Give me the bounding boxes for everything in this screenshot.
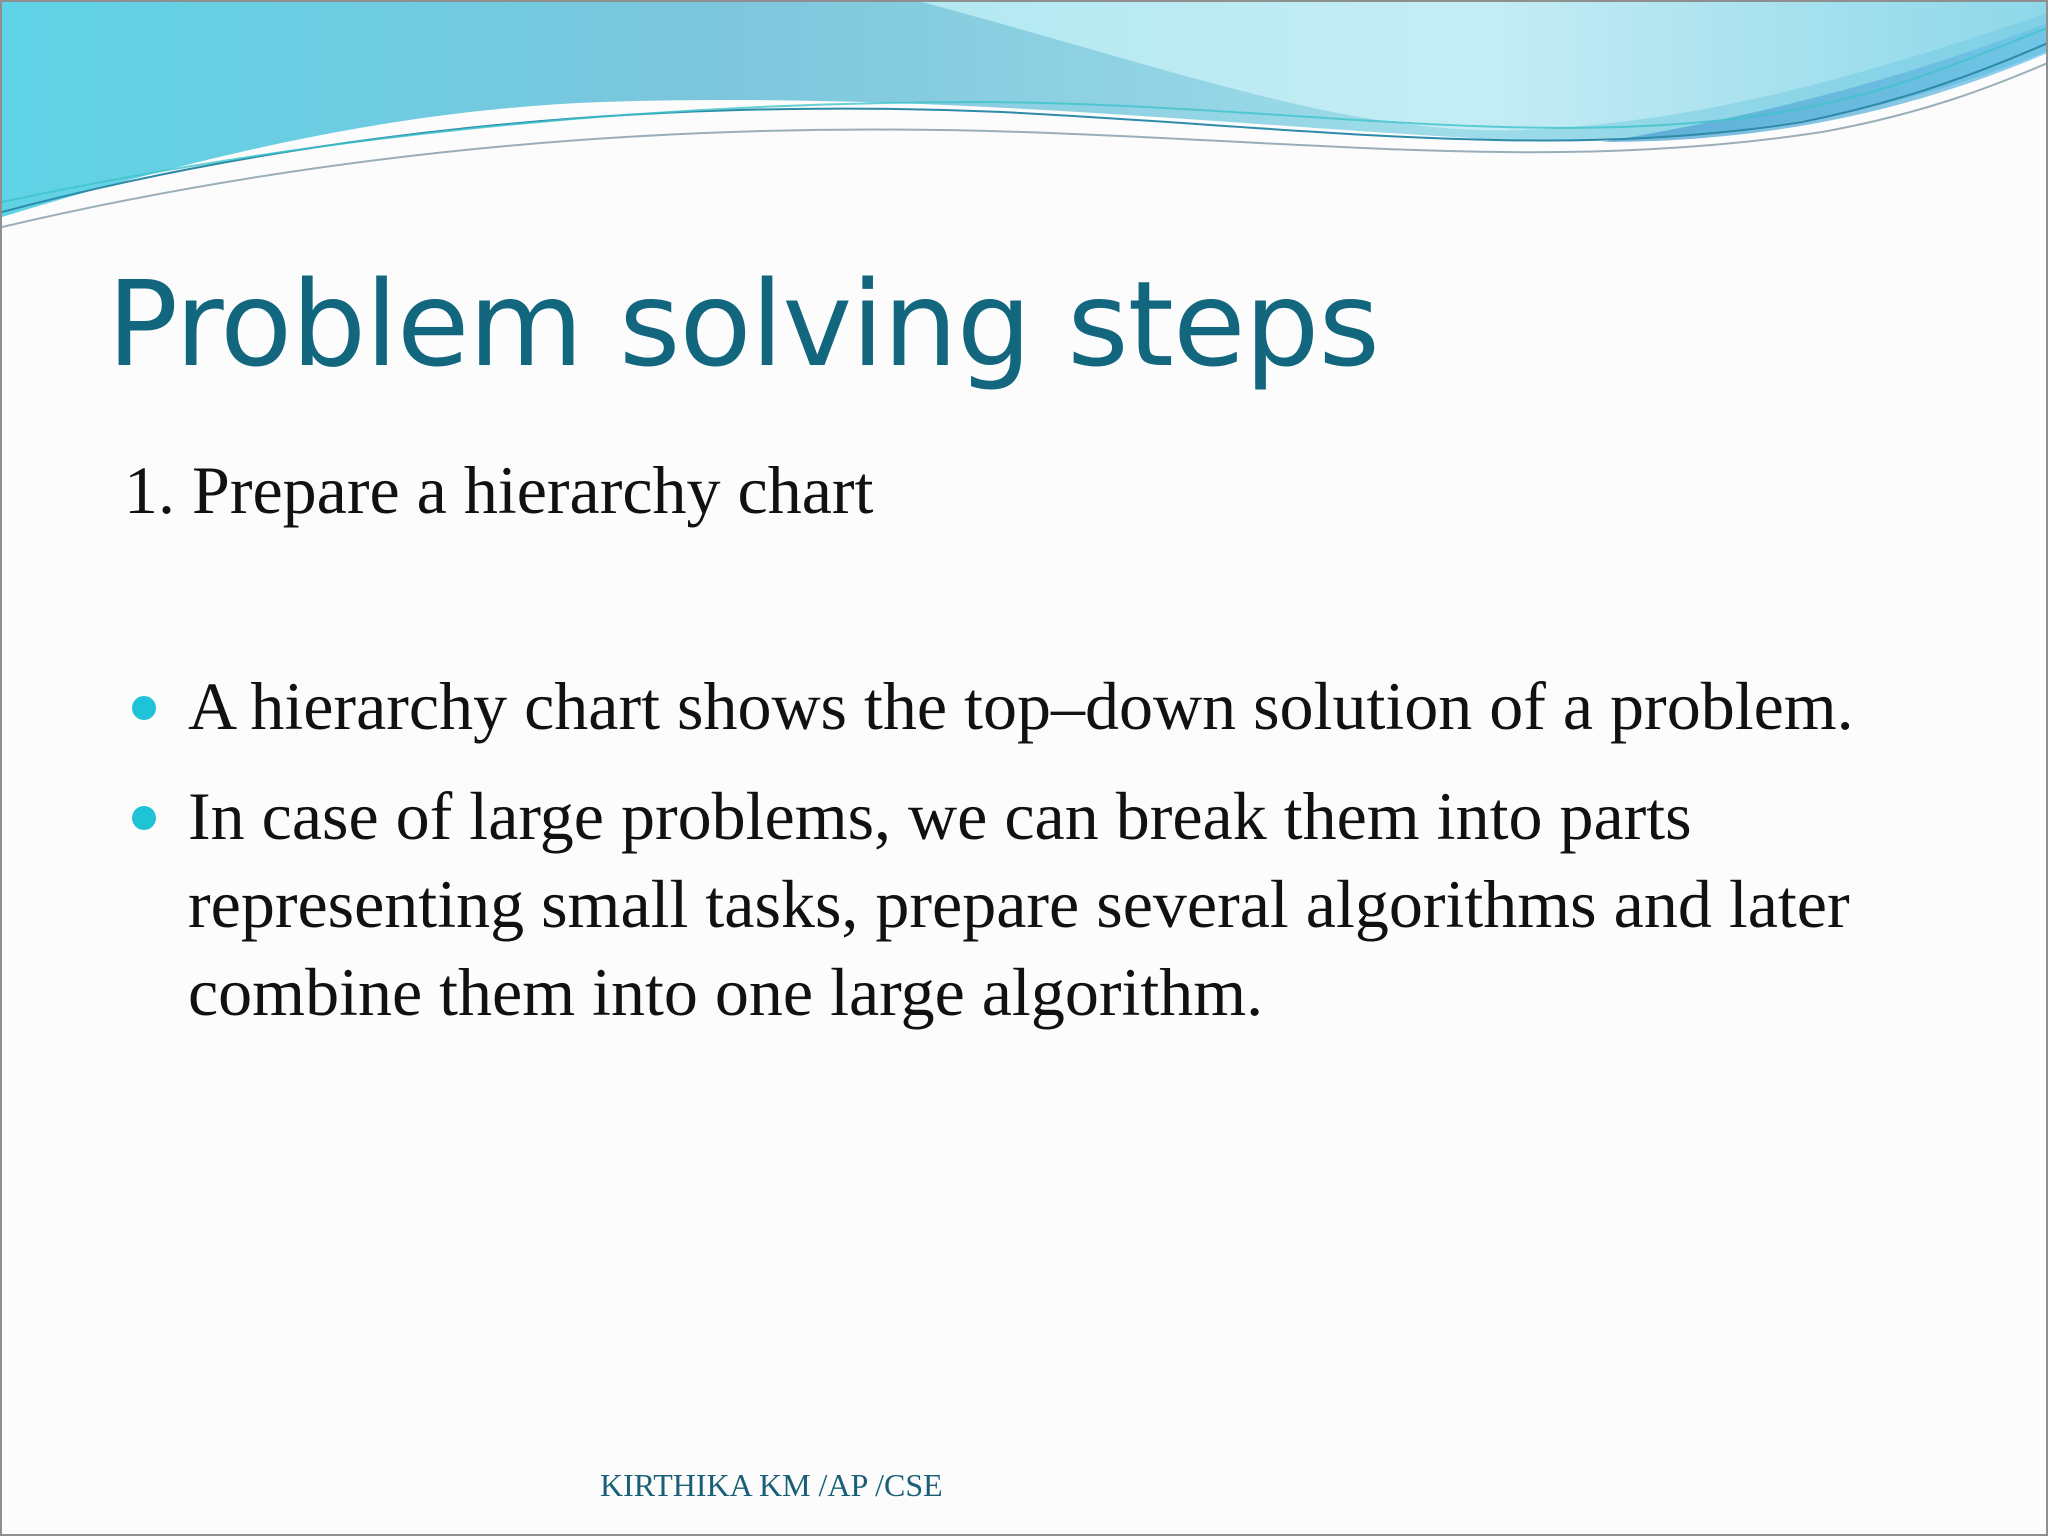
footer-author: KIRTHIKA KM /AP /CSE — [600, 1467, 943, 1503]
bullet-text: A hierarchy chart shows the top–down solution of a problem. — [188, 668, 1854, 744]
bullet-item — [122, 662, 2002, 750]
bullet-item — [122, 772, 2002, 1036]
bullet-dot-icon — [132, 806, 156, 830]
bullet-dot-icon — [132, 696, 156, 720]
header-wave-decoration — [2, 2, 2048, 242]
bullet-list — [122, 662, 2002, 1058]
bullet-text: In case of large problems, we can break them into parts representing small tasks, prepare several algorithms and later combine them into one large algorithm. — [188, 778, 1850, 1030]
slide-title: Problem solving steps — [107, 255, 1379, 393]
step-heading: 1. Prepare a hierarchy chart — [124, 452, 874, 528]
